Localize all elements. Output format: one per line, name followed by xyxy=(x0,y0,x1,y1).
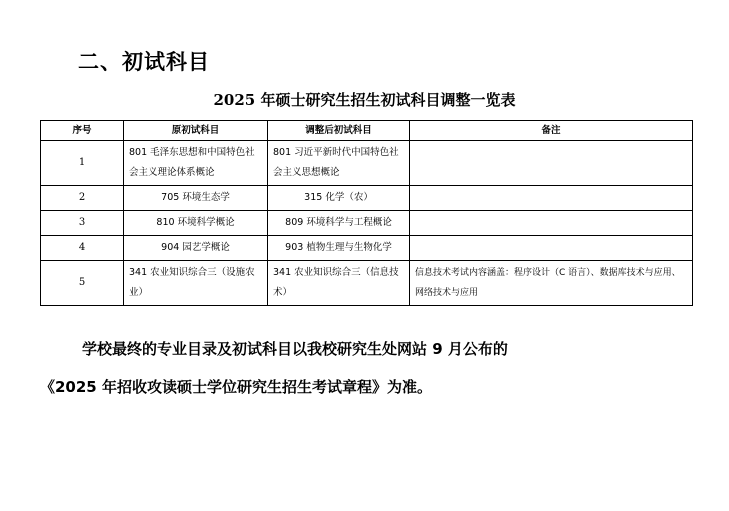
cell-remarks xyxy=(410,186,693,211)
header-adjusted-subject: 调整后初试科目 xyxy=(268,121,410,141)
cell-remarks: 信息技术考试内容涵盖：程序设计（C 语言）、数据库技术与应用、网络技术与应用 xyxy=(410,261,693,306)
header-original-subject: 原初试科目 xyxy=(124,121,268,141)
cell-original-subject: 801 毛泽东思想和中国特色社会主义理论体系概论 xyxy=(124,141,268,186)
table-title: 2025 年硕士研究生招生初试科目调整一览表 xyxy=(213,91,516,109)
cell-remarks xyxy=(410,211,693,236)
table-row xyxy=(41,236,693,261)
section-heading: 二、初试科目 xyxy=(78,50,210,74)
header-remarks: 备注 xyxy=(410,121,693,141)
header-no: 序号 xyxy=(41,121,124,141)
cell-original-subject: 341 农业知识综合三（设施农业） xyxy=(124,261,268,306)
table-row xyxy=(41,141,693,186)
table-row xyxy=(41,261,693,306)
cell-adjusted-subject: 341 农业知识综合三（信息技术） xyxy=(268,261,410,306)
cell-adjusted-subject: 903 植物生理与生物化学 xyxy=(268,236,410,261)
cell-no: 1 xyxy=(41,141,124,186)
cell-adjusted-subject: 315 化学（农） xyxy=(268,186,410,211)
cell-adjusted-subject: 809 环境科学与工程概论 xyxy=(268,211,410,236)
cell-original-subject: 810 环境科学概论 xyxy=(124,211,268,236)
table-row xyxy=(41,211,693,236)
cell-original-subject: 705 环境生态学 xyxy=(124,186,268,211)
cell-no: 2 xyxy=(41,186,124,211)
cell-original-subject: 904 园艺学概论 xyxy=(124,236,268,261)
cell-no: 4 xyxy=(41,236,124,261)
cell-no: 5 xyxy=(41,261,124,306)
cell-remarks xyxy=(410,236,693,261)
table-header-row xyxy=(41,121,693,141)
cell-no: 3 xyxy=(41,211,124,236)
cell-adjusted-subject: 801 习近平新时代中国特色社会主义思想概论 xyxy=(268,141,410,186)
subject-adjustment-table xyxy=(40,120,693,306)
paragraph-line-1: 学校最终的专业目录及初试科目以我校研究生处网站 9 月公布的 xyxy=(82,340,508,358)
paragraph-line-2: 《2025 年招收攻读硕士学位研究生招生考试章程》为准。 xyxy=(40,378,432,396)
table-row xyxy=(41,186,693,211)
cell-remarks xyxy=(410,141,693,186)
